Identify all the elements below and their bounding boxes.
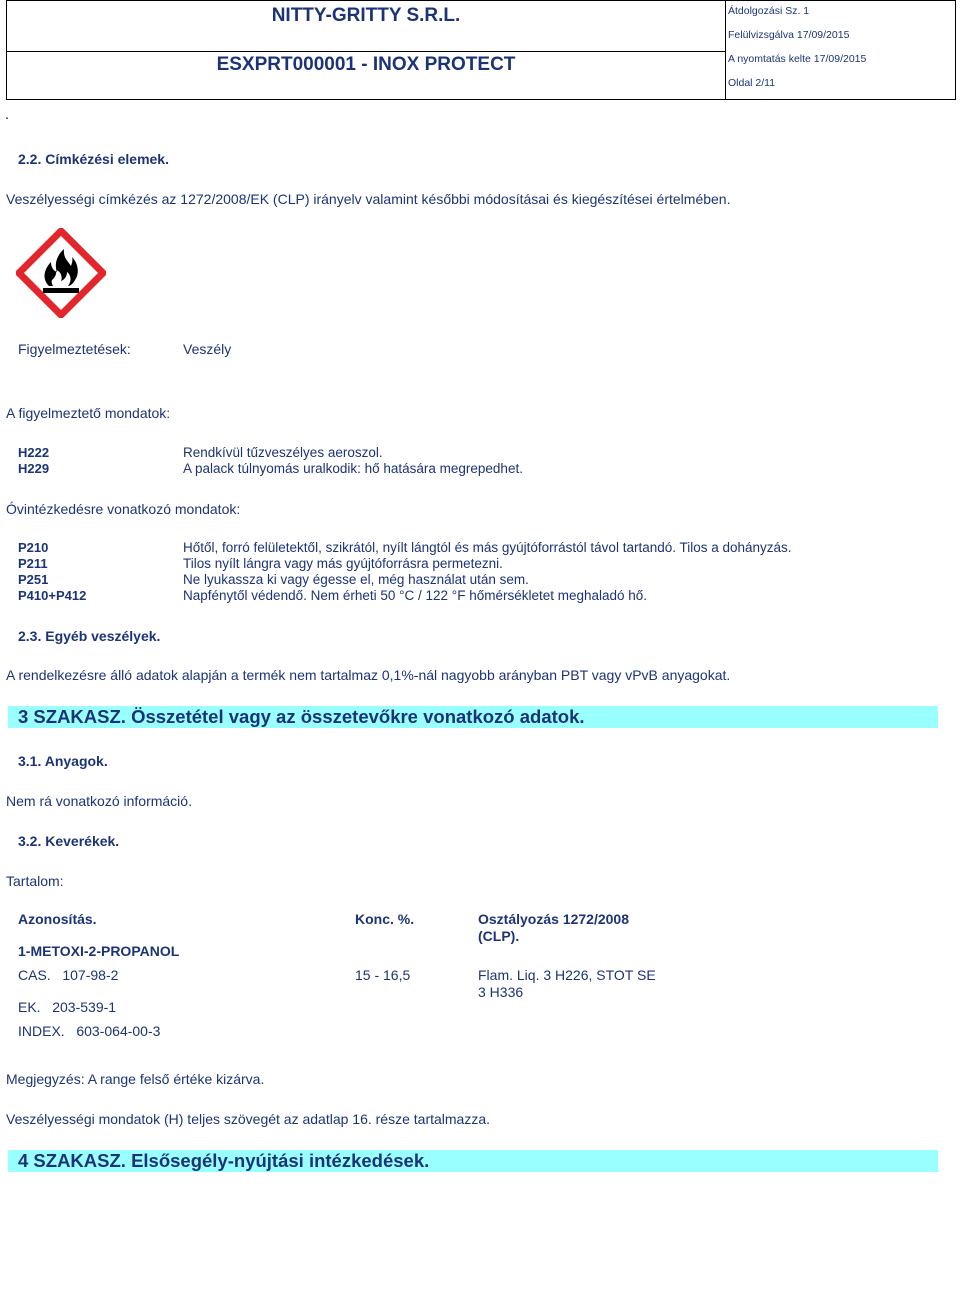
precaution-texts [183, 540, 792, 604]
precaution-code: P251 [18, 572, 49, 587]
substance-name: 1-METOXI-2-PROPANOL [18, 943, 180, 959]
labeling-intro: Veszélyességi címkézés az 1272/2008/EK (CLP) irányelv valamint későbbi módosításai és kiegészítései értelmében. [6, 191, 731, 207]
table-header-id: Azonosítás. [18, 911, 97, 927]
header-title-block [7, 1, 726, 99]
table-header-class: Osztályozás 1272/2008 [478, 911, 629, 927]
product-name: ESXPRT000001 - INOX PROTECT [216, 54, 516, 75]
substances-text: Nem rá vonatkozó információ. [6, 793, 192, 809]
signal-word-value: Veszély [183, 341, 232, 357]
ek-number: EK. 203-539-1 [18, 999, 117, 1015]
print-date: A nyomtatás kelte 17/09/2015 [728, 53, 867, 65]
classification-cont: 3 H336 [478, 984, 524, 1000]
hazard-text: A palack túlnyomás uralkodik: hő hatására megrepedhet. [183, 461, 523, 476]
hazard-texts [183, 445, 523, 477]
index-number: INDEX. 603-064-00-3 [18, 1023, 161, 1039]
section-4-title: 4 SZAKASZ. Elsősegély-nyújtási intézkedések. [18, 1150, 430, 1171]
review-date: Felülvizsgálva 17/09/2015 [728, 29, 850, 41]
precaution-code: P211 [18, 556, 48, 571]
section-3-title: 3 SZAKASZ. Összetétel vagy az összetevőkre vonatkozó adatok. [18, 706, 585, 727]
precaution-codes [18, 540, 86, 604]
classification: Flam. Liq. 3 H226, STOT SE [478, 967, 656, 983]
section-3-bar [8, 706, 938, 728]
page-number: Oldal 2/11 [728, 77, 776, 89]
section-2-3-heading: 2.3. Egyéb veszélyek. [18, 628, 161, 644]
range-note: Megjegyzés: A range felső értéke kizárva. [6, 1071, 265, 1087]
section-3-1-heading: 3.1. Anyagok. [18, 753, 108, 769]
precaution-text: Ne lyukassza ki vagy égesse el, még használat után sem. [183, 572, 529, 587]
hazard-code: H222 [18, 445, 50, 460]
full-text-reference: Veszélyességi mondatok (H) teljes szövegét az adatlap 16. része tartalmazza. [6, 1111, 491, 1127]
stray-dot: . [5, 106, 9, 122]
precaution-text: Napfénytől védendő. Nem érheti 50 °C / 122 °F hőmérsékletet meghaladó hő. [183, 588, 648, 603]
precaution-code: P410+P412 [18, 588, 87, 603]
precaution-code: P210 [18, 540, 49, 555]
signal-word-label: Figyelmeztetések: [18, 341, 131, 357]
document-header [6, 0, 956, 100]
hazard-statements-label: A figyelmeztető mondatok: [6, 405, 171, 421]
header-divider [7, 51, 725, 52]
precaution-text: Hőtől, forró felületektől, szikrától, nyílt lángtól és más gyújtóforrástól távol tartandó. Tilos a dohányzás. [183, 540, 792, 555]
precaution-text: Tilos nyílt lángra vagy más gyújtóforrásra permetezni. [183, 556, 503, 571]
section-4-bar [8, 1150, 938, 1172]
company-name: NITTY-GRITTY S.R.L. [271, 5, 461, 26]
hazard-code: H229 [18, 461, 50, 476]
table-header-class-2: (CLP). [478, 928, 520, 944]
concentration: 15 - 16,5 [355, 967, 411, 983]
content-label: Tartalom: [6, 873, 64, 889]
flame-pictogram-icon [16, 228, 106, 318]
section-2-2-heading: 2.2. Címkézési elemek. [18, 151, 169, 167]
precaution-statements-label: Óvintézkedésre vonatkozó mondatok: [6, 501, 241, 517]
other-hazards-text: A rendelkezésre álló adatok alapján a termék nem tartalmaz 0,1%-nál nagyobb arányban PBT vagy vPvB anyagokat. [6, 667, 731, 683]
hazard-codes [18, 445, 49, 477]
revision-number: Átdolgozási Sz. 1 [728, 5, 810, 17]
hazard-text: Rendkívül tűzveszélyes aeroszol. [183, 445, 383, 460]
table-header-conc: Konc. %. [355, 911, 415, 927]
section-3-2-heading: 3.2. Keverékek. [18, 833, 120, 849]
cas-number: CAS. 107-98-2 [18, 967, 119, 983]
